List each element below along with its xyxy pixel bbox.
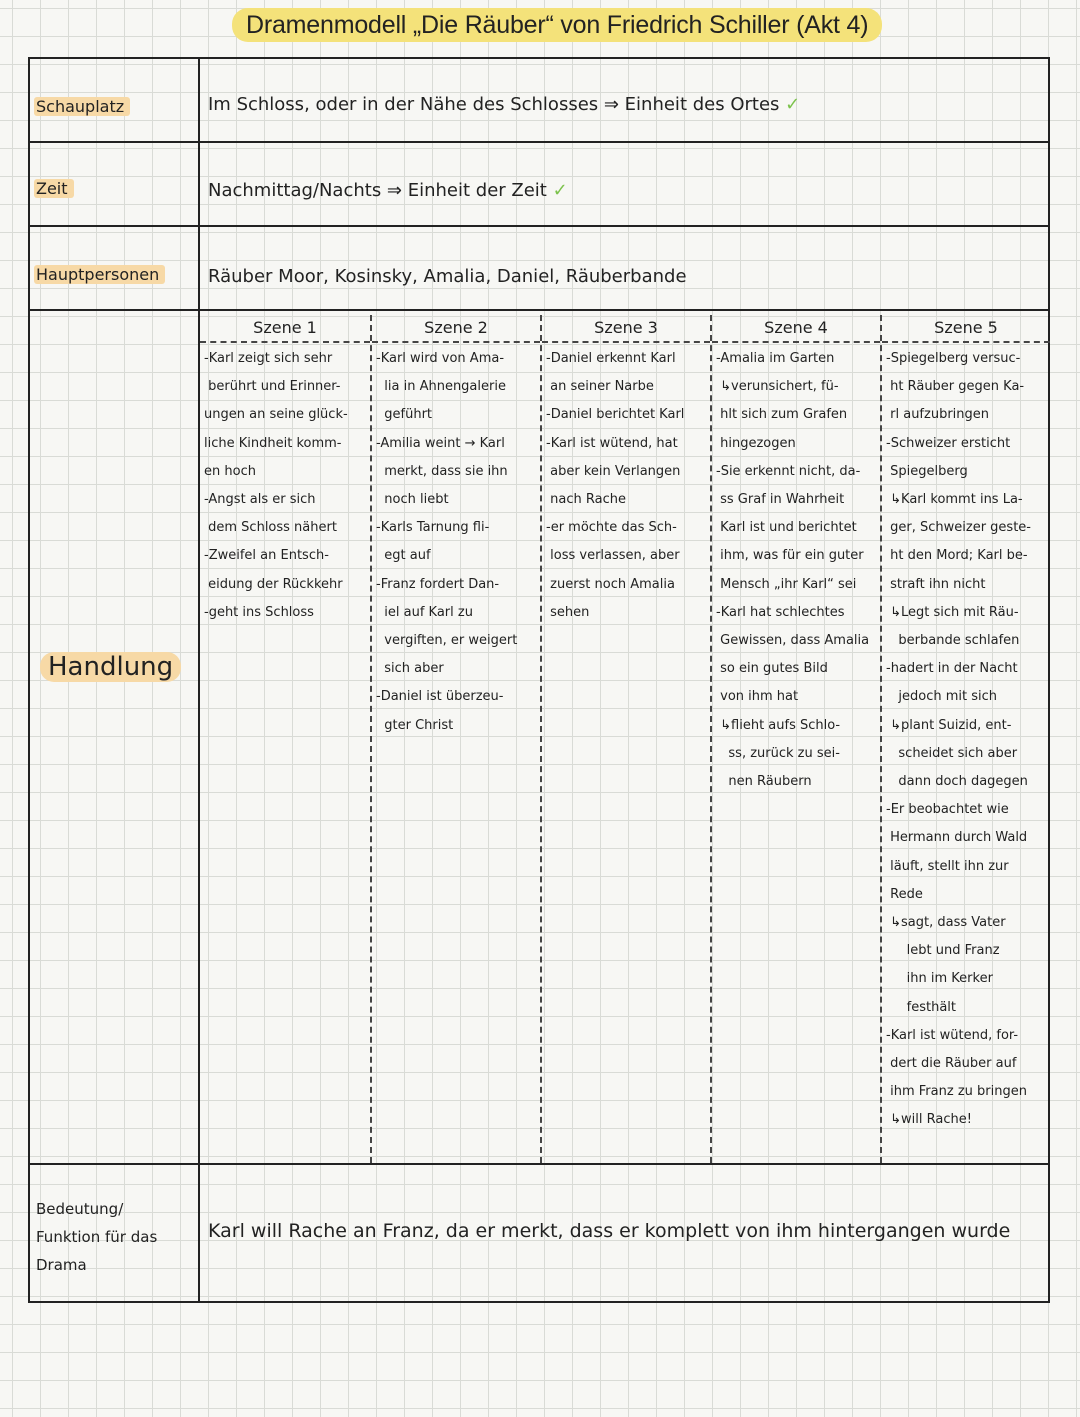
scene-title: Szene 1: [200, 315, 370, 343]
scene-line: -hadert in der Nacht: [886, 661, 1018, 677]
scene-line: ht Räuber gegen Ka-: [886, 379, 1025, 395]
schauplatz-text: Im Schloss, oder in der Nähe des Schlosses ⇒ Einheit des Ortes ✓: [208, 94, 801, 115]
scene-line: ss, zurück zu sei-: [716, 745, 840, 761]
row-label-bedeutung: Bedeutung/ Funktion für das Drama: [36, 1200, 158, 1274]
scene-line: -Sie erkennt nicht, da-: [716, 463, 861, 479]
scene-line: ↳verunsichert, fü-: [716, 379, 839, 395]
scene-line: Karl ist und berichtet: [716, 520, 857, 536]
scene-title: Szene 5: [882, 315, 1050, 343]
scene-title: Szene 3: [542, 315, 710, 343]
scene-line: hingezogen: [716, 435, 796, 451]
scene-line: Spiegelberg: [886, 463, 968, 479]
title-highlight: [232, 8, 882, 42]
scene-line: -Karl ist wütend, hat: [546, 435, 678, 451]
scene-line: ungen an seine glück-: [204, 407, 348, 423]
scene-lines: [716, 343, 876, 796]
row-divider-2: [30, 225, 1048, 227]
scene-line: von ihm hat: [716, 689, 799, 705]
scene-line: -Franz fordert Dan-: [376, 576, 500, 592]
scene-line: vergiften, er weigert: [376, 633, 518, 649]
scene-line: -Karl zeigt sich sehr: [204, 351, 333, 366]
scene-line: dann doch dagegen: [886, 774, 1028, 790]
page-title: Dramenmodell „Die Räuber“ von Friedrich Schiller (Akt 4): [246, 10, 869, 39]
scene-column-5: [880, 315, 1050, 1163]
scene-line: festhält: [886, 999, 957, 1015]
scene-line: ihm Franz zu bringen: [886, 1084, 1027, 1100]
scene-line: hlt sich zum Grafen: [716, 407, 848, 423]
row-divider-4: [30, 1163, 1048, 1165]
scene-line: ↳plant Suizid, ent-: [886, 717, 1012, 733]
scene-line: -Karl wird von Ama-: [376, 351, 505, 366]
scene-line: ihn im Kerker: [886, 971, 993, 987]
drama-model-table: [28, 57, 1050, 1303]
row-divider-3: [30, 309, 1048, 311]
check-icon: ✓: [552, 180, 568, 201]
scene-line: merkt, dass sie ihn: [376, 463, 508, 479]
scene-line: -Schweizer ersticht: [886, 435, 1011, 451]
scene-line: scheidet sich aber: [886, 745, 1018, 761]
scene-line: noch liebt: [376, 492, 449, 508]
zeit-text: Nachmittag/Nachts ⇒ Einheit der Zeit ✓: [208, 180, 568, 201]
scene-line: jedoch mit sich: [886, 689, 998, 705]
row-label-zeit: Zeit: [34, 175, 74, 203]
scene-line: nen Räubern: [716, 774, 812, 790]
scene-line: sehen: [546, 604, 590, 620]
scene-line: -Angst als er sich: [204, 492, 316, 508]
scene-line: eidung der Rückkehr: [204, 576, 343, 592]
scene-lines: [886, 343, 1046, 1135]
scene-line: -Daniel ist überzeu-: [376, 689, 504, 705]
scene-line: ht den Mord; Karl be-: [886, 548, 1028, 564]
scene-title: Szene 4: [712, 315, 880, 343]
scene-line: dert die Räuber auf: [886, 1056, 1017, 1072]
scene-column-1: [200, 315, 370, 1163]
scene-line: ↳will Rache!: [886, 1112, 972, 1128]
scene-line: zuerst noch Amalia: [546, 576, 675, 592]
scene-line: ger, Schweizer geste-: [886, 520, 1031, 536]
row-label-schauplatz: Schauplatz: [34, 93, 130, 121]
scene-line: berührt und Erinner-: [204, 379, 341, 395]
scene-lines: [204, 343, 366, 627]
scene-lines: [546, 343, 706, 627]
scene-line: ihm, was für ein guter: [716, 548, 864, 564]
scene-line: lia in Ahnengalerie: [376, 379, 506, 395]
scene-column-2: [370, 315, 540, 1163]
scene-line: -Amalia im Garten: [716, 351, 835, 366]
check-icon: ✓: [785, 94, 801, 115]
scene-line: geführt: [376, 407, 433, 423]
scene-line: -Zweifel an Entsch-: [204, 548, 329, 564]
scene-line: gter Christ: [376, 717, 454, 733]
scene-line: -Amilia weint → Karl: [376, 435, 505, 451]
scene-line: nach Rache: [546, 492, 626, 508]
scene-line: -geht ins Schloss: [204, 604, 314, 620]
scene-line: Mensch „ihr Karl“ sei: [716, 576, 857, 592]
scenes-grid: [200, 315, 1050, 1163]
scene-line: an seiner Narbe: [546, 379, 654, 395]
scene-line: ↳sagt, dass Vater: [886, 915, 1006, 931]
scene-line: -Er beobachtet wie: [886, 802, 1009, 818]
scene-line: -Karl hat schlechtes: [716, 604, 845, 620]
scene-line: straft ihn nicht: [886, 576, 986, 592]
scene-line: -Spiegelberg versuc-: [886, 351, 1021, 366]
row-divider-1: [30, 141, 1048, 143]
scene-line: lebt und Franz: [886, 943, 1000, 959]
scene-line: rl aufzubringen: [886, 407, 990, 423]
scene-line: loss verlassen, aber: [546, 548, 680, 564]
scene-line: berbande schlafen: [886, 633, 1020, 649]
scene-line: -er möchte das Sch-: [546, 520, 677, 536]
scene-column-3: [540, 315, 710, 1163]
scene-line: ↳Karl kommt ins La-: [886, 492, 1023, 508]
scene-lines: [376, 343, 536, 740]
scene-line: iel auf Karl zu: [376, 604, 473, 620]
hauptpersonen-text: Räuber Moor, Kosinsky, Amalia, Daniel, Räuberbande: [208, 266, 687, 287]
scene-line: -Karls Tarnung fli-: [376, 520, 490, 536]
scene-line: liche Kindheit komm-: [204, 435, 342, 451]
scene-line: egt auf: [376, 548, 431, 564]
scene-line: ss Graf in Wahrheit: [716, 492, 845, 508]
scene-line: aber kein Verlangen: [546, 463, 681, 479]
row-label-hauptpersonen: Hauptpersonen: [34, 261, 165, 289]
scene-line: Hermann durch Wald: [886, 830, 1028, 846]
scene-line: -Karl ist wütend, for-: [886, 1027, 1019, 1043]
scene-column-4: [710, 315, 880, 1163]
scene-title: Szene 2: [372, 315, 540, 343]
scene-line: läuft, stellt ihn zur: [886, 858, 1009, 874]
scene-line: en hoch: [204, 463, 256, 479]
scene-line: -Daniel erkennt Karl: [546, 351, 676, 366]
row-label-handlung: Handlung: [40, 653, 181, 684]
scene-line: ↳Legt sich mit Räu-: [886, 604, 1019, 620]
scene-line: -Daniel berichtet Karl: [546, 407, 685, 423]
scene-line: dem Schloss nähert: [204, 520, 337, 536]
scene-line: ↳flieht aufs Schlo-: [716, 717, 841, 733]
scene-line: Rede: [886, 886, 923, 902]
scene-line: Gewissen, dass Amalia: [716, 633, 870, 649]
scene-line: so ein gutes Bild: [716, 661, 828, 677]
bedeutung-text: Karl will Rache an Franz, da er merkt, dass er komplett von ihm hintergangen wurde: [208, 1220, 1011, 1242]
scene-line: sich aber: [376, 661, 444, 677]
